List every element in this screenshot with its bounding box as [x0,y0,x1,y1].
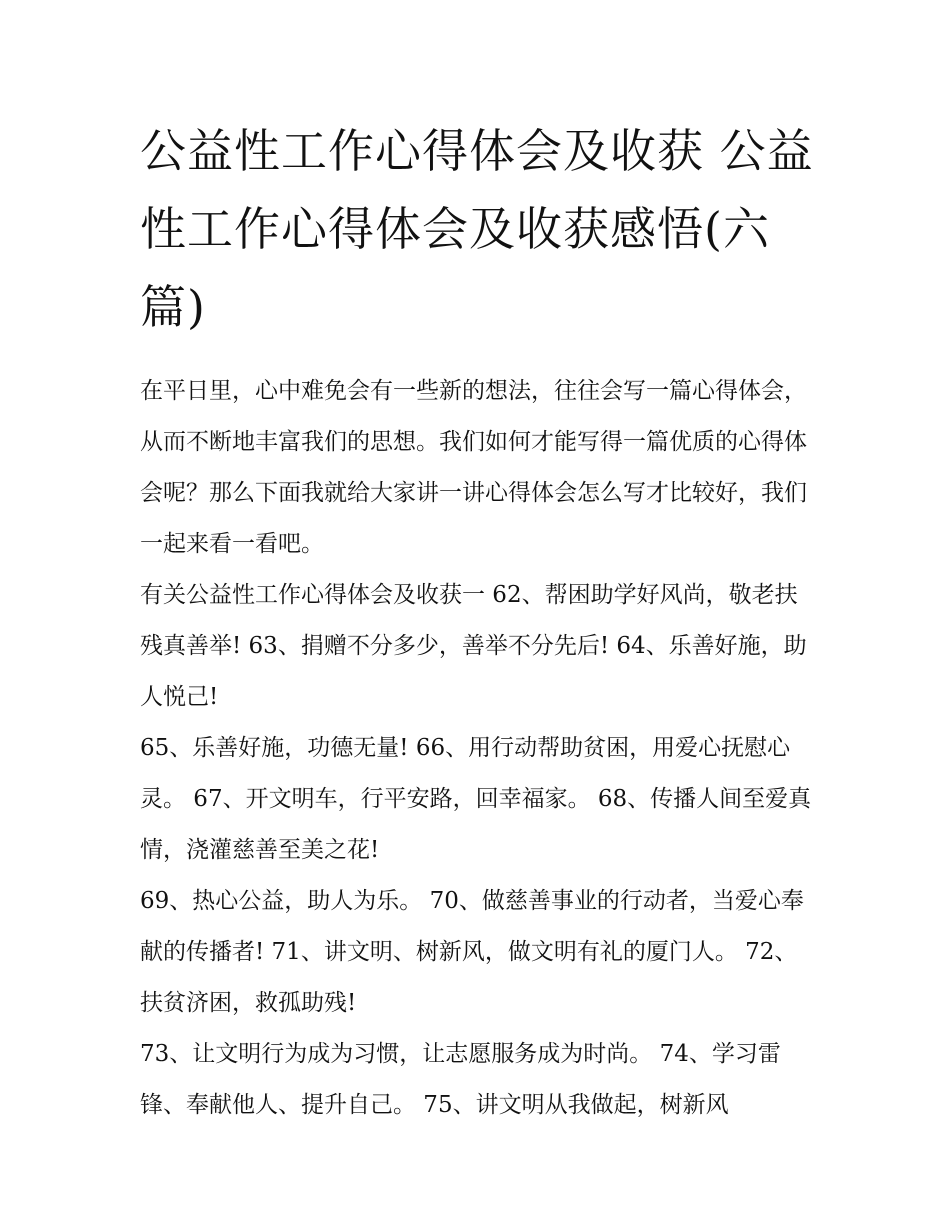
document-page [140,112,820,1131]
body-paragraph: 65、乐善好施，功德无量! 66、用行动帮助贫困，用爱心抚慰心灵。 67、开文明车，行平安路，回幸福家。 68、传播人间至爱真情，浇灌慈善至美之花! [140,735,812,863]
body-paragraph: 73、让文明行为成为习惯，让志愿服务成为时尚。 74、学习雷锋、奉献他人、提升自己。 75、讲文明从我做起，树新风 [140,1041,781,1118]
document-title: 公益性工作心得体会及收获 公益性工作心得体会及收获感悟(六篇) [140,124,814,334]
body-paragraph: 69、热心公益，助人为乐。 70、做慈善事业的行动者，当爱心奉献的传播者! 71、讲文明、树新风，做文明有礼的厦门人。 72、扶贫济困，救孤助残! [140,888,804,1016]
body-paragraph: 有关公益性工作心得体会及收获一 62、帮困助学好风尚，敬老扶残真善举! 63、捐赠不分多少，善举不分先后! 64、乐善好施，助人悦己! [140,582,807,710]
intro-paragraph: 在平日里，心中难免会有一些新的想法，往往会写一篇心得体会，从而不断地丰富我们的思想。我们如何才能写得一篇优质的心得体会呢？那么下面我就给大家讲一讲心得体会怎么写才比较好，我们一起来看一看吧。 [140,378,807,557]
